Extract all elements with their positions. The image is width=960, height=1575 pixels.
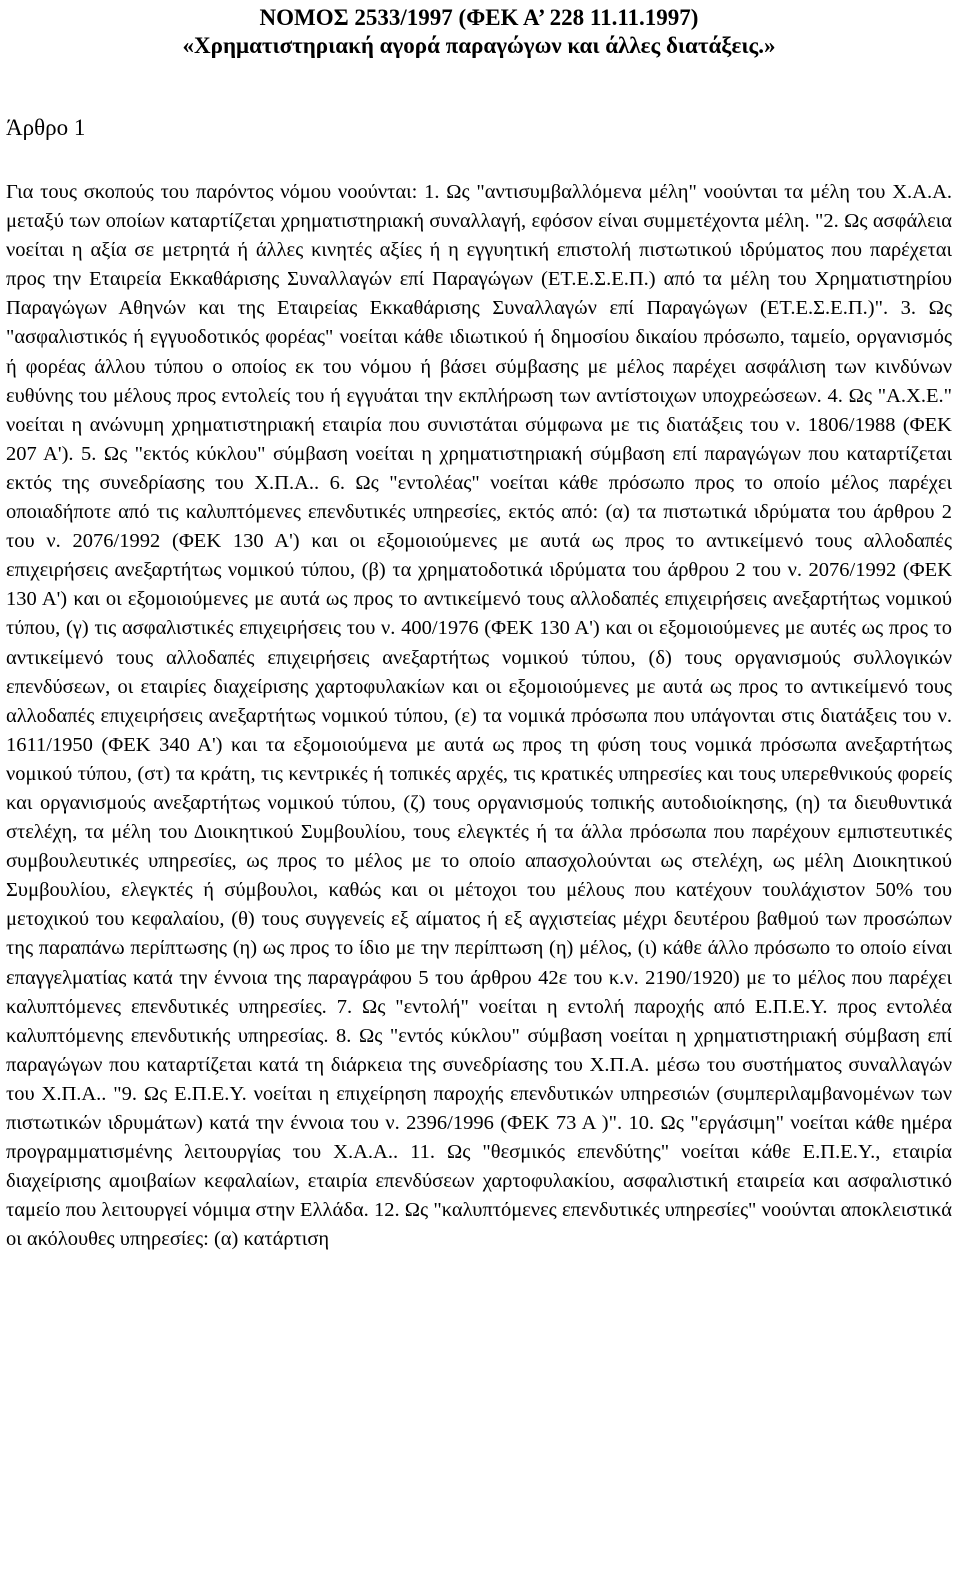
article-heading: Άρθρο 1	[6, 115, 86, 140]
law-number-line: ΝΟΜΟΣ 2533/1997 (ΦΕΚ Α’ 228 11.11.1997)	[259, 5, 699, 30]
article-body: Για τους σκοπούς του παρόντος νόμου νοούνται: 1. Ως "αντισυμβαλλόμενα μέλη" νοούνται τα μέλη του Χ.Α.Α. μεταξύ των οποίων καταρτίζεται χρηματιστηριακή συναλλαγή, εφόσον είναι συμμετέχοντα μέλη. "2. Ως ασφάλεια νοείται η αξία σε μετρητά ή άλλες κινητές αξίες ή η εγγυητική επιστολή πιστωτικού ιδρύματος που παρέχεται προς την Εταιρεία Εκκαθάρισης Συναλλαγών επί Παραγώγων (ΕΤ.Ε.Σ.Ε.Π.) από τα μέλη του Χρηματιστηρίου Παραγώγων Αθηνών και της Εταιρείας Εκκαθάρισης Συναλλαγών επί Παραγώγων (ΕΤ.Ε.Σ.Ε.Π.)". 3. Ως "ασφαλιστικός ή εγγυοδοτικός φορέας" νοείται κάθε ιδιωτικού ή δημοσίου δικαίου πρόσωπο, ταμείο, οργανισμός ή φορέας άλλου τύπου ο οποίος εκ του νόμου ή βάσει σύμβασης με μέλος παρέχει ασφάλιση των κινδύνων ευθύνης του μέλους προς εντολείς του ή εγγυάται την εκπλήρωση των αντίστοιχων υποχρεώσεων. 4. Ως "Α.Χ.Ε." νοείται η ανώνυμη χρηματιστηριακή εταιρία που συνιστάται σύμφωνα με τις διατάξεις του ν. 1806/1988 (ΦΕΚ 207 Α'). 5. Ως "εκτός κύκλου" σύμβαση νοείται η χρηματιστηριακή σύμβαση επί παραγώγων που καταρτίζεται εκτός της συνεδρίασης του Χ.Π.Α.. 6. Ως "εντολέας" νοείται κάθε πρόσωπο προς το οποίο μέλος παρέχει οποιαδήποτε από τις καλυπτόμενες επενδυτικές υπηρεσίες, εκτός από: (α) τα πιστωτικά ιδρύματα του άρθρου 2 του ν. 2076/1992 (ΦΕΚ 130 Α') και οι εξομοιούμενες με αυτά ως προς το αντικείμενό τους αλλοδαπές επιχειρήσεις ανεξαρτήτως νομικού τύπου, (β) τα χρηματοδοτικά ιδρύματα του άρθρου 2 του ν. 2076/1992 (ΦΕΚ 130 Α') και οι εξομοιούμενες με αυτά ως προς το αντικείμενό τους αλλοδαπές επιχειρήσεις ανεξαρτήτως νομικού τύπου, (γ) τις ασφαλιστικές επιχειρήσεις του ν. 400/1976 (ΦΕΚ 130 Α') και οι εξομοιούμενες με αυτές ως προς το αντικείμενό τους αλλοδαπές επιχειρήσεις ανεξαρτήτως νομικού τύπου, (δ) τους οργανισμούς συλλογικών επενδύσεων, οι εταιρίες διαχείρισης χαρτοφυλακίων και οι εξομοιούμενες με αυτά ως προς το αντικείμενό τους αλλοδαπές επιχειρήσεις ανεξαρτήτως νομικού τύπου, (ε) τα νομικά πρόσωπα που υπάγονται στις διατάξεις του ν. 1611/1950 (ΦΕΚ 340 Α') και τα εξομοιούμενα με αυτά ως προς τη φύση τους νομικά πρόσωπα ανεξαρτήτως νομικού τύπου, (στ) τα κράτη, τις κεντρικές ή τοπικές αρχές, τις κρατικές υπηρεσίες και τους υπερεθνικούς φορείς και οργανισμούς ανεξαρτήτως νομικού τύπου, (ζ) τους οργανισμούς τοπικής αυτοδιοίκησης, (η) τα διευθυντικά στελέχη, τα μέλη του Διοικητικού Συμβουλίου, τους ελεγκτές ή τα άλλα πρόσωπα που παρέχουν εμπιστευτικές συμβουλευτικές υπηρεσίες, ως προς το μέλος με το οποίο απασχολούνται ως στελέχη, ως μέλη Διοικητικού Συμβουλίου, ελεγκτές ή σύμβουλοι, καθώς και οι μέτοχοι του μέλους που κατέχουν τουλάχιστον 50% του μετοχικού του κεφαλαίου, (θ) τους συγγενείς εξ αίματος ή εξ αγχιστείας μέχρι δευτέρου βαθμού των προσώπων της παραπάνω περίπτωσης (η) ως προς το ίδιο με την περίπτωση (η) μέλος, (ι) κάθε άλλο πρόσωπο το οποίο είναι επαγγελματίας κατά την έννοια της παραγράφου 5 του άρθρου 42ε του κ.ν. 2190/1920) με το μέλος που παρέχει καλυπτόμενες επενδυτικές υπηρεσίες. 7. Ως "εντολή" νοείται η εντολή παροχής από Ε.Π.Ε.Υ. προς εντολέα καλυπτόμενης επενδυτικής υπηρεσίας. 8. Ως "εντός κύκλου" σύμβαση νοείται η χρηματιστηριακή σύμβαση επί παραγώγων που καταρτίζεται κατά τη διάρκεια της συνεδρίασης του Χ.Π.Α. μέσω του συστήματος συναλλαγών του Χ.Π.Α.. "9. Ως Ε.Π.Ε.Υ. νοείται η επιχείρηση παροχής επενδυτικών υπηρεσιών (συμπεριλαμβανομένων των πιστωτικών ιδρυμάτων) κατά την έννοια του ν. 2396/1996 (ΦΕΚ 73 Α )". 10. Ως "εργάσιμη" νοείται κάθε ημέρα προγραμματισμένης λειτουργίας του Χ.Α.Α.. 11. Ως "θεσμικός επενδύτης" νοείται κάθε Ε.Π.Ε.Υ., εταιρία διαχείρισης αμοιβαίων κεφαλαίων, εταιρία επενδύσεων χαρτοφυλακίου, ασφαλιστική εταιρεία και ασφαλιστικό ταμείο που λειτουργεί νόμιμα στην Ελλάδα. 12. Ως "καλυπτόμενες επενδυτικές υπηρεσίες" νοούνται αποκλειστικά οι ακόλουθες υπηρεσίες: (α) κατάρτιση	[6, 181, 952, 1251]
law-subject-line: «Χρηματιστηριακή αγορά παραγώγων και άλλες διατάξεις.»	[182, 33, 776, 58]
law-title	[6, 0, 952, 60]
